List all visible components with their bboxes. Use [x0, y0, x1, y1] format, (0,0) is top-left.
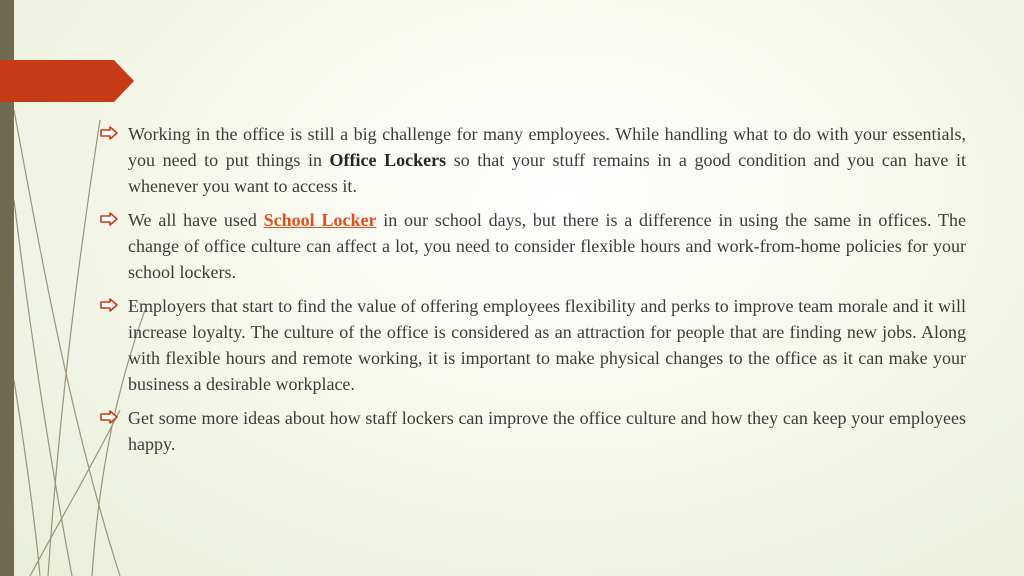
slide-body [100, 121, 966, 465]
arrow-right-icon [100, 126, 118, 140]
bullet-text: Get some more ideas about how staff lockers can improve the office culture and how they can keep your employees happy. [128, 408, 966, 454]
bullet-text: Employers that start to find the value of offering employees flexibility and perks to improve team morale and it will increase loyalty. The culture of the office is considered as an attraction for people that are finding new jobs. Along with flexible hours and remote working, it is important to make physical changes to the office as it can make your business a desirable workplace. [128, 296, 966, 394]
bullet-item [100, 293, 966, 397]
arrow-right-icon [100, 212, 118, 226]
arrow-right-icon [100, 410, 118, 424]
bullet-item [100, 207, 966, 285]
school-locker-link[interactable]: School Locker [263, 210, 377, 230]
bullet-item [100, 405, 966, 457]
bullet-text: so that your stuff remains in a good condition and you can have it whenever you want to access it. [128, 150, 966, 196]
bullet-text: We all have used [128, 210, 264, 230]
arrow-right-icon [100, 298, 118, 312]
office-lockers-emphasis: Office Lockers [329, 150, 447, 170]
bullet-text: in our school days, but there is a difference in using the same in offices. The change of office culture can affect a lot, you need to consider flexible hours and work-from-home policies for your school lockers. [128, 210, 966, 282]
bullet-text: Working in the office is still a big challenge for many employees. While handling what to do with your essentials, you need to put things in [128, 124, 966, 170]
title-accent-tab [0, 60, 134, 102]
bullet-item [100, 121, 966, 199]
